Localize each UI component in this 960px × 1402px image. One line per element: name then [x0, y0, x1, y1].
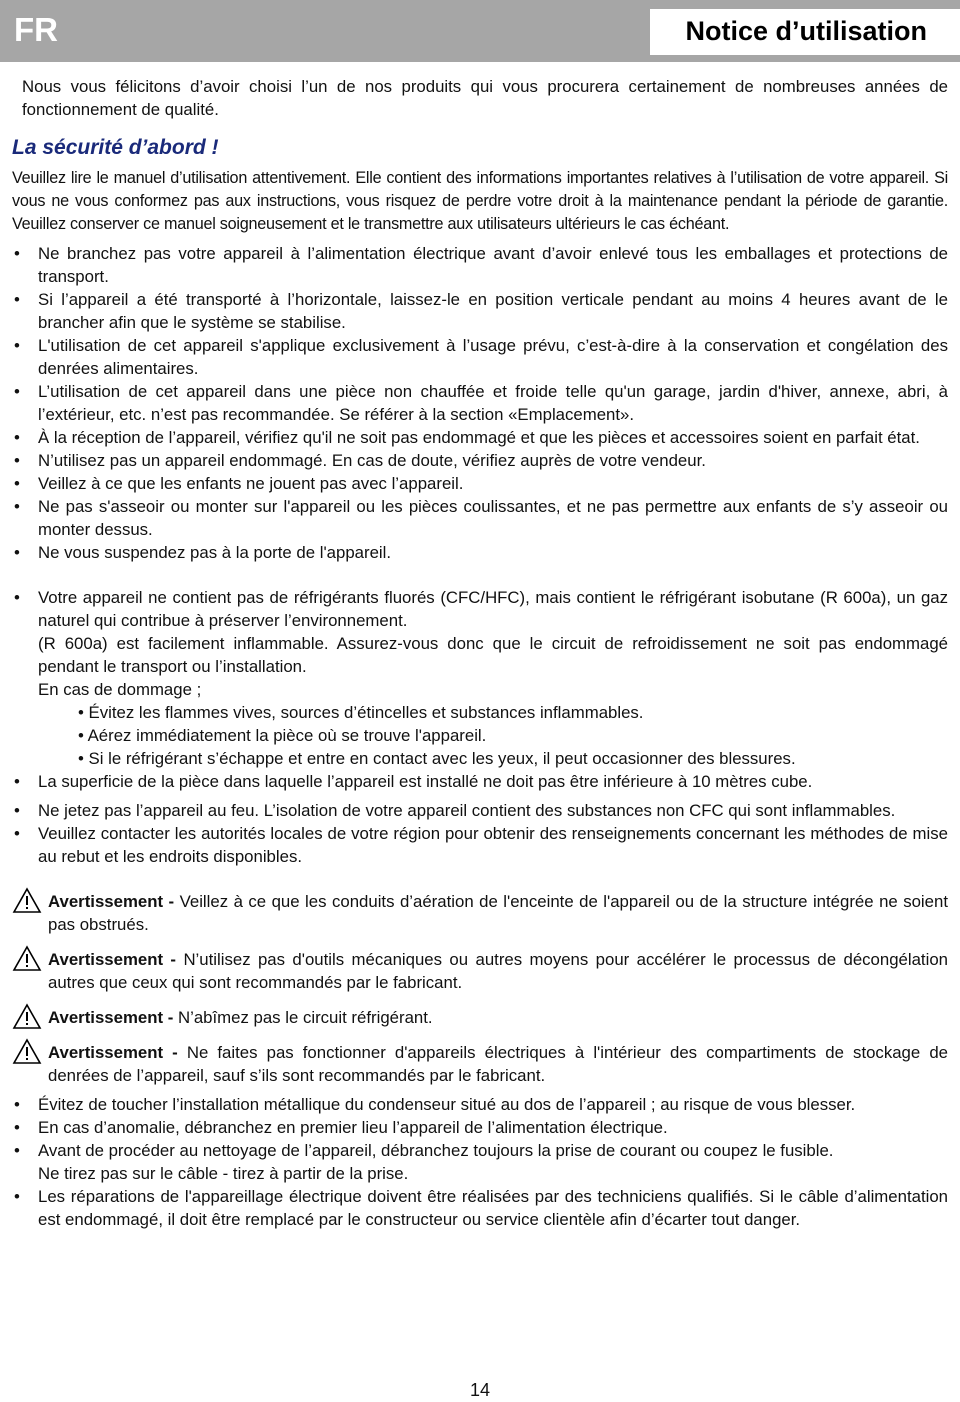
bullet: •: [14, 824, 20, 843]
list-item: • Veuillez contacter les autorités locales de votre région pour obtenir des renseignements concernant les méthodes de mise au rebut et les endroits disponibles.: [14, 824, 948, 866]
list-item: • Ne pas s'asseoir ou monter sur l'appareil ou les pièces coulissantes, et ne pas permettre aux enfants de s’y asseoir ou monter dessus.: [14, 497, 948, 539]
maintenance-list: [12, 1093, 948, 1231]
list-item: • Évitez de toucher l’installation métallique du condenseur situé au dos de l’appareil ; au risque de vous blesser.: [14, 1095, 856, 1114]
refrigerant-list: [12, 586, 948, 793]
list-item: • Avant de procéder au nettoyage de l’appareil, débranchez toujours la prise de courant ou coupez le fusible. Ne tirez pas sur le câble - tirez à partir de la prise.: [12, 1139, 948, 1185]
warning-icon: [12, 1038, 42, 1065]
warning-item: [12, 1041, 948, 1087]
list-item: • Ne jetez pas l’appareil au feu. L’isolation de votre appareil contient des substances non CFC qui sont inflammables.: [14, 801, 896, 820]
bullet: •: [14, 428, 20, 447]
intro-paragraph: Nous vous félicitons d’avoir choisi l’un de nos produits qui vous procurera certainement de nombreuses années de fonctionnement de qualité.: [22, 77, 948, 119]
safety-list-1: [12, 242, 948, 564]
bullet: •: [14, 772, 20, 791]
refrigerant-paragraph-2: (R 600a) est facilement inflammable. Assurez-vous donc que le circuit de refroidissement ne soit pas endommagé pendant le transport ou l’installation.: [38, 634, 948, 676]
bullet: •: [14, 1187, 20, 1206]
page-number: 14: [469, 1380, 491, 1400]
warning-text: Veillez à ce que les conduits d’aération de l'enceinte de l'appareil ou de la structure intégrée ne soient pas obstrués.: [48, 892, 948, 934]
bullet: •: [14, 382, 20, 401]
list-item: • Les réparations de l'appareillage électrique doivent être réalisées par des techniciens qualifiés. Si le câble d’alimentation est endommagé, il doit être remplacé par le constructeur ou service clientèle afin d’écarter tout danger.: [14, 1187, 948, 1229]
section-title: La sécurité d’abord !: [12, 136, 219, 159]
refrigerant-item: [12, 586, 948, 770]
warning-text: Ne faites pas fonctionner d'appareils électriques à l'intérieur des compartiments de stockage de denrées de l’appareil, sauf s’ils sont recommandés par le fabricant.: [48, 1043, 948, 1085]
document-title: Notice d’utilisation: [685, 16, 927, 46]
warning-label: Avertissement -: [48, 1008, 174, 1027]
list-item: • Si l’appareil a été transporté à l’horizontale, laissez-le en position verticale pendant au moins 4 heures avant de le brancher afin que le système se stabilise.: [14, 290, 948, 332]
list-item: • Veillez à ce que les enfants ne jouent pas avec l’appareil.: [14, 474, 464, 493]
bullet: •: [14, 451, 20, 470]
bullet: •: [14, 1118, 20, 1137]
bullet: •: [14, 801, 20, 820]
list-item: • À la réception de l’appareil, vérifiez qu'il ne soit pas endommagé et que les pièces et accessoires soient en parfait état.: [14, 428, 920, 447]
list-item: • Ne vous suspendez pas à la porte de l'appareil.: [14, 543, 392, 562]
list-item: • Ne branchez pas votre appareil à l’alimentation électrique avant d’avoir enlevé tous les emballages et protections de transport.: [14, 244, 948, 286]
bullet: •: [14, 497, 20, 516]
list-item: • En cas d’anomalie, débranchez en premier lieu l’appareil de l’alimentation électrique.: [14, 1118, 668, 1137]
warning-icon: [12, 945, 42, 972]
warning-text: N’abîmez pas le circuit réfrigérant.: [177, 1008, 433, 1027]
page-content: [12, 75, 948, 1231]
safety-intro-paragraph: Veuillez lire le manuel d’utilisation attentivement. Elle contient des informations importantes relatives à l’utilisation de votre appareil. Si vous ne vous conformez pas aux instructions, vous risquez de perdre votre droit à la maintenance pendant la période de garantie. Veuillez conserver ce manuel soigneusement et le transmettre aux utilisateurs ultérieurs le cas échéant.: [12, 169, 948, 233]
refrigerant-paragraph-3: En cas de dommage ;: [38, 680, 202, 699]
bullet: •: [14, 290, 20, 309]
bullet: •: [14, 336, 20, 355]
warning-label: Avertissement -: [48, 892, 175, 911]
damage-subitem: • Évitez les flammes vives, sources d’étincelles et substances inflammables.: [78, 703, 644, 722]
warning-item: [12, 890, 948, 936]
damage-subitem: • Aérez immédiatement la pièce où se trouve l'appareil.: [78, 726, 487, 745]
damage-subitem: • Si le réfrigérant s’échappe et entre en contact avec les yeux, il peut occasionner des blessures.: [78, 749, 796, 768]
bullet: •: [14, 244, 20, 263]
cable-note: Ne tirez pas sur le câble - tirez à partir de la prise.: [38, 1164, 409, 1183]
bullet: •: [14, 1095, 20, 1114]
warning-icon: [12, 1003, 42, 1030]
refrigerant-paragraph-1: Votre appareil ne contient pas de réfrigérants fluorés (CFC/HFC), mais contient le réfrigérant isobutane (R 600a), un gaz naturel qui contribue à préserver l’environnement.: [38, 588, 948, 630]
warning-text: N’utilisez pas d'outils mécaniques ou autres moyens pour accélérer le processus de décongélation autres que ceux qui sont recommandés par le fabricant.: [48, 950, 948, 992]
warning-item: [12, 1006, 948, 1029]
header-bar: [0, 0, 960, 62]
bullet: •: [14, 588, 20, 607]
bullet: •: [14, 1141, 20, 1160]
bullet: •: [14, 543, 20, 562]
list-item: • N’utilisez pas un appareil endommagé. En cas de doute, vérifiez auprès de votre vendeur.: [14, 451, 706, 470]
warning-icon: [12, 887, 42, 914]
list-item: • L'utilisation de cet appareil s'applique exclusivement à l’usage prévu, c’est-à-dire à la conservation et congélation des denrées alimentaires.: [14, 336, 948, 378]
disposal-list: [12, 799, 948, 868]
warning-label: Avertissement -: [48, 1043, 178, 1062]
list-item: • La superficie de la pièce dans laquelle l’appareil est installé ne doit pas être inférieure à 10 mètres cube.: [14, 772, 813, 791]
list-item: • L’utilisation de cet appareil dans une pièce non chauffée et froide telle qu'un garage, jardin d'hiver, annexe, abri, à l’extérieur, etc. n’est pas recommandée. Se référer à la section «Emplacement».: [14, 382, 948, 424]
bullet: •: [14, 474, 20, 493]
warning-item: [12, 948, 948, 994]
language-code: FR: [14, 11, 58, 48]
warning-label: Avertissement -: [48, 950, 177, 969]
